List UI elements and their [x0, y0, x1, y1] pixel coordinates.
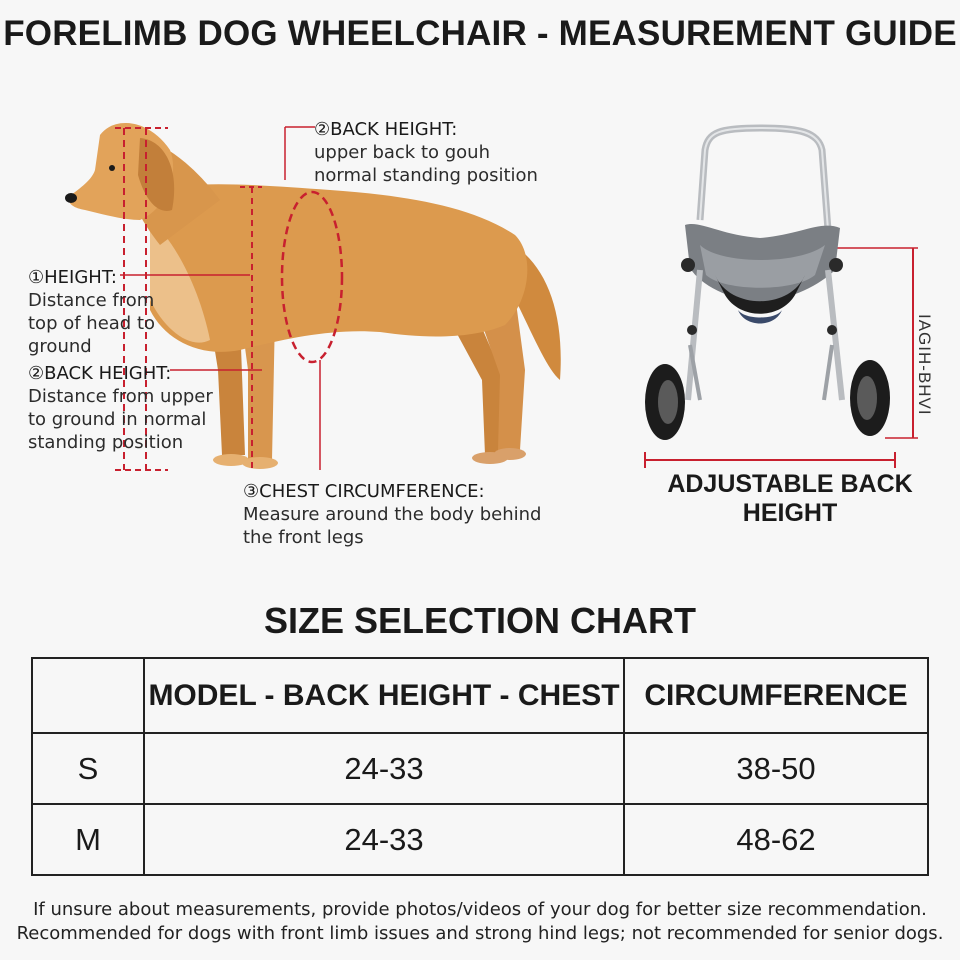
back-height-line: Distance from upper: [28, 386, 213, 407]
back-height-line: to ground in normal: [28, 409, 207, 430]
back-height-top-head: ②BACK HEIGHT:: [314, 119, 458, 140]
page-title: FORELIMB DOG WHEELCHAIR - MEASUREMENT GUIDE: [3, 14, 957, 53]
footnotes: [0, 898, 960, 946]
adjustable-line: ADJUSTABLE BACK: [667, 470, 913, 498]
footnote-line: Recommended for dogs with front limb issues and strong hind legs; not recommended for senior dogs.: [16, 923, 944, 944]
size-cell: M: [32, 804, 144, 875]
table-row: [32, 804, 928, 875]
circumference-cell: 48-62: [624, 804, 928, 875]
table-header-cell: CIRCUMFERENCE: [624, 658, 928, 733]
table-header-cell: MODEL - BACK HEIGHT - CHEST: [144, 658, 624, 733]
size-cell: S: [32, 733, 144, 804]
height-label: [28, 266, 155, 358]
height-label-head: ①HEIGHT:: [28, 267, 117, 288]
table-row: [32, 733, 928, 804]
circumference-cell: 38-50: [624, 733, 928, 804]
chest-label: [243, 480, 541, 549]
height-label-line: top of head to: [28, 313, 156, 334]
chest-label-line: the front legs: [243, 527, 364, 548]
footnote-line: If unsure about measurements, provide photos/videos of your dog for better size recommendation.: [33, 899, 927, 920]
side-height-mark: IAGIH-BHVI: [915, 314, 934, 416]
back-height-cell: 24-33: [144, 733, 624, 804]
size-selection-table: [31, 657, 929, 876]
back-height-head: ②BACK HEIGHT:: [28, 363, 172, 384]
table-header-cell: [32, 658, 144, 733]
wheelchair-illustration: [645, 128, 890, 440]
height-label-line: ground: [28, 336, 92, 357]
back-height-top-line: upper back to gouh: [314, 142, 491, 163]
back-height-top-line: normal standing position: [314, 165, 538, 186]
size-chart-title: SIZE SELECTION CHART: [263, 600, 697, 641]
back-height-label-left: [28, 362, 213, 454]
measurement-figure: [0, 70, 960, 590]
back-height-label-top: [314, 118, 538, 187]
chest-label-line: Measure around the body behind: [243, 504, 542, 525]
back-height-line: standing position: [28, 432, 184, 453]
chest-label-head: ③CHEST CIRCUMFERENCE:: [243, 481, 485, 502]
table-header-row: [32, 658, 928, 733]
adjustable-line: HEIGHT: [742, 499, 838, 527]
back-height-cell: 24-33: [144, 804, 624, 875]
height-label-line: Distance from: [28, 290, 155, 311]
adjustable-back-height-label: [640, 470, 940, 528]
